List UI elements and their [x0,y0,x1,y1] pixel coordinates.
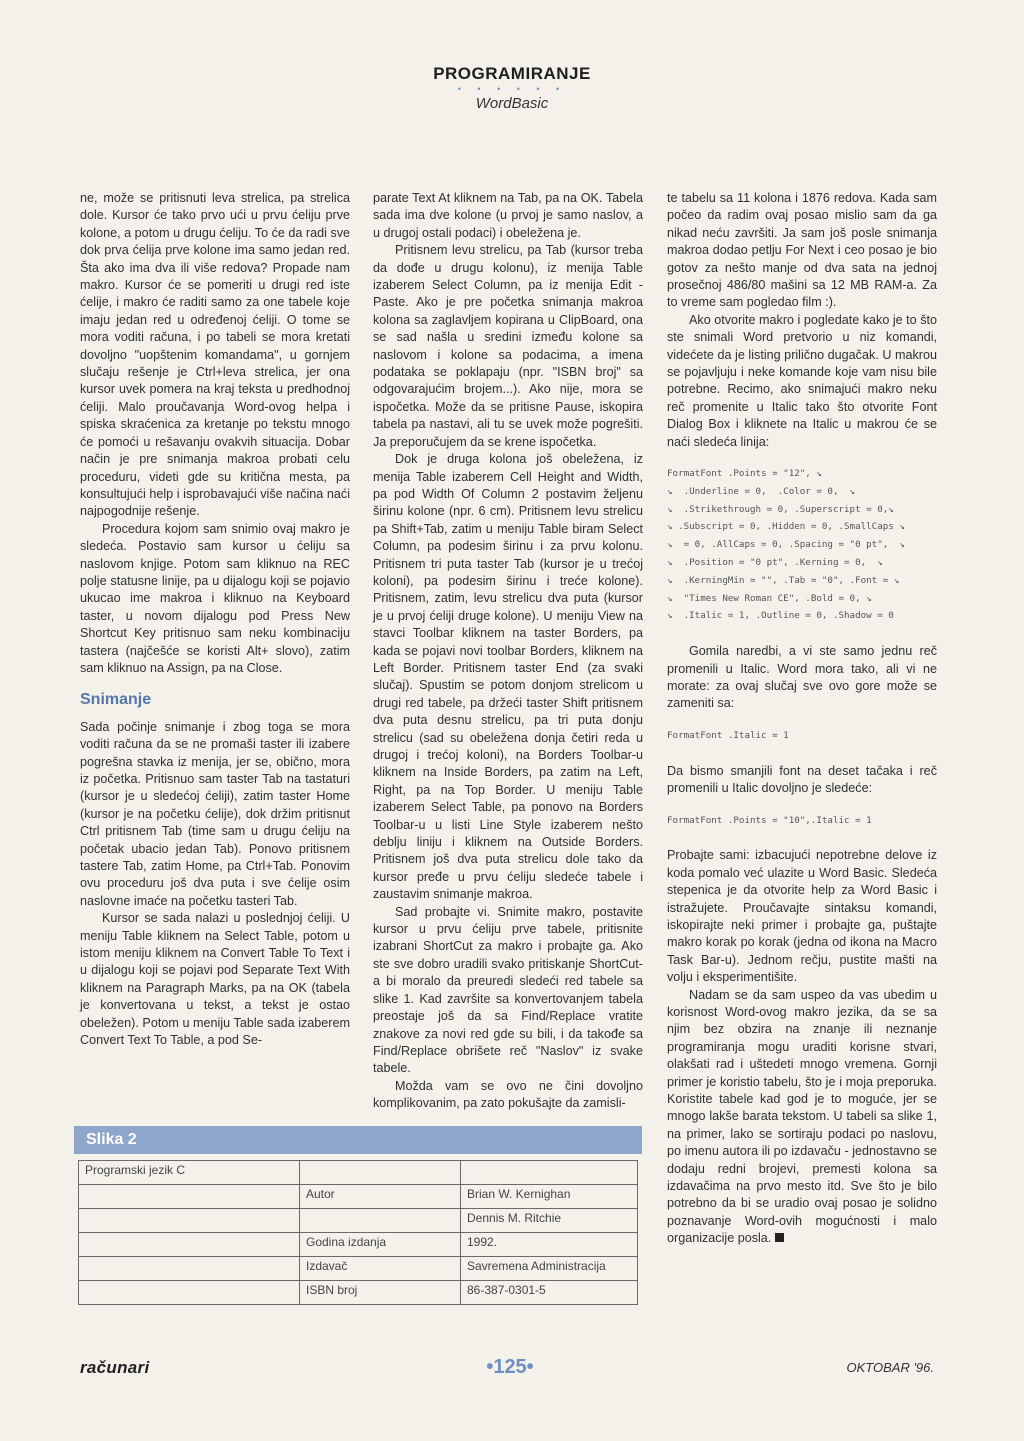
col2-paragraph-3: Dok je druga kolona još obeležena, iz menija Table izaberem Cell Height and Width, pa pod Width Of Column 2 postavim željenu širinu kolone (npr. 6 cm). Pritisnem levu strelicu pa Shift+Tab, zatim u meniju Table biram Select Column, pa podesim širinu i za prvu kolonu. Pritisnem tri puta taster Tab (kursor je u trećoj koloni), pa podesim širinu i treće kolone). Pritisnem, zatim, levu strelicu dva puta (kursor je u prvoj ćeliji druge kolone). U meniju View na stavci Toolbar kliknem na taster Borders, pa kada se pojavi novi toolbar Borders, kliknem na Left Border. Pritisnem taster End (za svaki slučaj). Spustim se potom donjom strelicom u drugi red tabele, pa držeći taster Shift pritisnem dva puta desnu strelicu, pa tri puta donju strelicu (sad su obeležena donja četiri reda u drugoj i trećoj koloni), na Borders Toolbar-u kliknem na Inside Borders, pa zatim na Left, Right, pa na Top Border. U meniju Table izaberem Select Table, pa ponovo na Borders Toolbar-u u listi Line Style izaberem nešto deblju liniju i kliknem na Outside Borders. Pritisnem još dva puta strelicu dole tako da kursor pređe u prvu ćeliju sledeće tabele i zaustavim snimanje makroa. [373,452,643,902]
header-dots: • • • • • • [457,84,567,94]
table-cell: Izdavač [300,1257,461,1281]
section-heading-snimanje: Snimanje [80,691,152,709]
col3-paragraph-6-text: Nadam se da sam uspeo da vas ubedim u korisnost Word-ovog makro jezika, da se sa njim bez obzira na znanje ili neznanje programiranja mogu uraditi korisne stvari, olakšati rad i uštedeti mnogo vremena. Gornji primer je koristio tabelu, što je i moja preporuka. Koristite tabele kad god je to moguće, jer se mnogo lakše barata tekstom. U tabeli sa slike 1, na primer, lako se sortiraju podaci po naslovu, po imenu autora ili po izdavaču - jednostavno se dodaju redni brojevi, premesti kolona sa izdavačima na prvo mesto itd. Sve što je bilo potrebno da bi se uradio ovaj posao je solidno poznavanje Word-ovih mogućnosti i malo organizacije posla. [667,987,937,1246]
table-cell [300,1161,461,1185]
table-cell [79,1281,300,1305]
figure-table [78,1160,638,1305]
page-footer [0,1358,1024,1382]
table-row [79,1281,638,1305]
page-header [0,64,1024,112]
col1-paragraph-2: Procedura kojom sam snimio ovaj makro je sledeća. Postavio sam kursor u ćeliju sa naslovom knjige. Potom sam kliknuo na REC polje statusne linije, pa u dijalogu koji se pojavio ukucao ime makroa i kliknuo na Keyboard taster, u novom dijalogu pod Press New Shortcut Key pritisnuo sam neku kombinaciju tastera (najčešće se koristi Alt+ slovo), zatim sam kliknuo na Assign, pa na Close. [80,521,350,675]
table-row [79,1257,638,1281]
col3-paragraph-4: Da bismo smanjili font na deset tačaka i reč promenili u Italic dovoljno je sledeće: [667,763,937,796]
table-cell: Dennis M. Ritchie [461,1209,638,1233]
table-row [79,1185,638,1209]
table-row [79,1209,638,1233]
magazine-brand: računari [80,1358,150,1377]
table-cell [79,1257,300,1281]
end-of-article-mark [775,1233,784,1242]
page-number: •125• [486,1356,534,1378]
section-title: PROGRAMIRANJE [433,64,591,83]
table-cell: Brian W. Kernighan [461,1185,638,1209]
col2-paragraph-2: Pritisnem levu strelicu, pa Tab (kursor treba da dođe u drugu kolonu), iz menija Table izaberem Select Column, pa iz menija Edit - Paste. Ako je pre početka snimanja makroa kolona sa zaglavljem kopirana u ClipBoard, ona se sad našla u sredini između kolone sa naslovom i kolone sa podacima, a imena podataka se poklapaju (npr. "ISBN broj" sa odgovarajućim brojem...). Ako nije, mora se ispočetka. Može da se pritisne Pause, iskopira tabela pa nastavi, ali tu se uvek može pogrešiti. Ja preporučujem da se krene ispočetka. [373,243,643,449]
table-cell: ISBN broj [300,1281,461,1305]
col2-paragraph-5: Možda vam se ovo ne čini dovoljno komplikovanim, pa zato pokušajte da zamisli- [373,1078,643,1111]
col3-paragraph-2: Ako otvorite makro i pogledate kako je to što ste snimali Word pretvorio u niz komandi, videćete da je listing prilično dugačak. U makrou se pojavljuju i neke komande koje vam nisu bile potrebne. Recimo, ako snimajući makro neku reč promenite u Italic tako što otvorite Font Dialog Box i kliknete na Italic u makrou će se naći sledeća linija: [667,312,937,449]
table-cell: Savremena Administracija [461,1257,638,1281]
code-listing-1: FormatFont .Points = "12", ↘ ↘ .Underline = 0, .Color = 0, ↘ ↘ .Strikethrough = 0, .Superscript = 0,↘ ↘ .Subscript = 0, .Hidden = 0, .SmallCaps ↘ ↘ = 0, .AllCaps = 0, .Spacing = "0 pt", ↘ ↘ .Position = "0 pt", .Kerning = 0, ↘ ↘ .KerningMin = "", .Tab = "0", .Font = ↘ ↘ "Times New Roman CE", .Bold = 0, ↘ ↘ .Italic = 1, .Outline = 0, .Shadow = 0 [667,468,905,622]
issue-date: OKTOBAR '96. [846,1360,934,1375]
column-2 [373,190,643,1113]
figure-slika-2 [74,1126,642,1305]
col1-paragraph-3: Sada počinje snimanje i zbog toga se mora voditi računa da se ne promaši taster ili izabere pogrešna stavka iz menija, jer se, obično, mora iz početka. Pritisnuo sam taster Tab na tastaturi (kursor je u sledećoj ćeliji), zatim taster Home (kursor je na početku ćelije), dok držim pritisnut Ctrl pritisnem Tab (time sam u drugu ćeliju na početak ubacio jedan Tab). Ponovo pritisnem tastere Tab, zatim Home, pa Ctrl+Tab. Ponovim ovu proceduru još dva puta i sve ćelije osim naslovne imaće na početku tasteri Tab. [80,719,350,908]
column-3 [667,190,937,1248]
subsection-title: WordBasic [475,95,549,112]
table-row [79,1161,638,1185]
table-cell: Godina izdanja [300,1233,461,1257]
table-cell: Programski jezik C [79,1161,300,1185]
code-listing-3: FormatFont .Points = "10",.Italic = 1 [667,814,872,826]
table-cell [79,1233,300,1257]
table-cell: 86-387-0301-5 [461,1281,638,1305]
col3-paragraph-6 [667,987,937,1248]
table-cell [300,1209,461,1233]
table-cell [461,1161,638,1185]
col1-paragraph-4: Kursor se sada nalazi u poslednjoj ćeliji. U meniju Table kliknem na Select Table, potom u istom meniju kliknem na Convert Table To Text i u dijalogu koji se pojavi pod Separate Text With kliknem na Paragraph Marks, pa na OK (tabela je konvertovana u tekst, a tekst je ostao obeležen). Potom u meniju Table sada izaberem Convert Text To Table, a pod Se- [80,911,350,1048]
table-cell [79,1209,300,1233]
col1-paragraph-1: ne, može se pritisnuti leva strelica, pa strelica dole. Kursor će tako prvo ući u prvu ćeliju prve kolone, a potom u drugu ćeliju. To će da radi sve dok prva ćelija prve kolone ima samo jedan red. Šta ako ima dva ili više redova? Propade nam makro. Kursor će se pomeriti u drugi red iste ćelije, i makro će raditi samo za one tabele koje imaju jedan red u određenoj ćeliji. O tome se mora voditi računa, i po tabeli se mora kretati dovoljno "uopštenim komandama", u gornjem slučaju rešenje je Ctrl+leva strelica, jer ona kursor uvek pomera na kraj teksta u predhodnoj ćeliji. Malo proučavanja Word-ovog helpa i spiska skraćenica za kretanje po tekstu mnogo će pomoći u rešavanju ovakvih situacija. Dobar način je pre snimanja makroa probati celu proceduru, videti gde su kritična mesta, pa konsultujući help i isprobavajući više načina naći najpogodnije rešenje. [80,191,350,519]
table-cell: 1992. [461,1233,638,1257]
col2-paragraph-4: Sad probajte vi. Snimite makro, postavite kursor u prvu ćeliju prve tabele, pritisnite izabrani ShortCut za makro i probajte ga. Ako ste sve dobro uradili svako pritiskanje ShortCut-a bi moralo da preuredi sledeći red tabele sa slike 1. Kad završite sa konvertovanjem tabela preostaje još da sa Find/Replace vratite znakove za novi red gde su bili, i da takođe sa Find/Replace obrišete reč "Naslov" iz svake tabele. [373,904,643,1076]
col2-paragraph-1: parate Text At kliknem na Tab, pa na OK. Tabela sada ima dve kolone (u prvoj je samo naslov, a u drugoj ostali podaci) i obeležena je. [373,191,643,240]
col3-paragraph-5: Probajte sami: izbacujući nepotrebne delove iz koda pomalo već ulazite u Word Basic. Sledeća stepenica je da otvorite help za Word Basic i istražujete. Proučavajte sintaksu komandi, iskopirajte neki primer i probajte ga, puštajte makro korak po korak (jedna od ikona na Macro Task Bar-u). Jednom rečju, pustite mašti na volju i eksperimentišite. [667,848,937,985]
table-cell: Autor [300,1185,461,1209]
column-1 [80,190,350,1050]
col3-paragraph-1: te tabelu sa 11 kolona i 1876 redova. Kada sam počeo da radim ovaj posao mislio sam da ga nikad neću završiti. Ja sam još posle snimanja makroa dodao petlju For Next i ceo posao je bio gotov za nešto manje od dva sata na jednoj prosečnoj 486/80 mašini sa 12 MB RAM-a. Za to vreme sam pogledao film :). [667,191,937,310]
table-row [79,1233,638,1257]
code-listing-2: FormatFont .Italic = 1 [667,729,789,741]
table-cell [79,1185,300,1209]
figure-title: Slika 2 [74,1126,642,1154]
col3-paragraph-3: Gomila naredbi, a vi ste samo jednu reč promenili u Italic. Word mora tako, ali vi ne morate: za ovaj slučaj sve ovo gore može se zameniti sa: [667,644,937,711]
